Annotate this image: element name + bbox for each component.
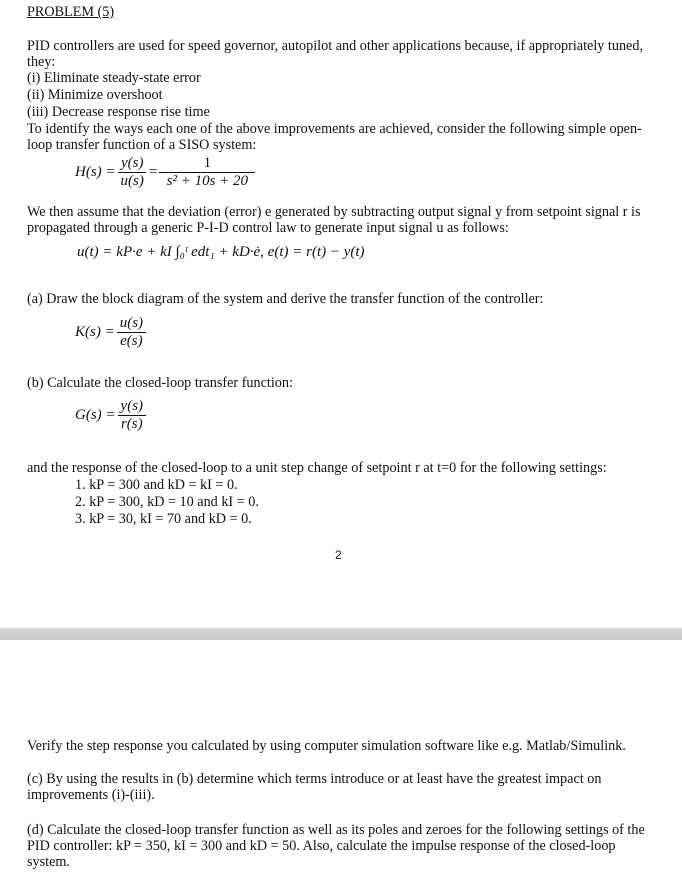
eq-h-equals: =: [148, 164, 158, 180]
controller-tf-equation: [75, 315, 148, 350]
setting-item: 1. kP = 300 and kD = kI = 0.: [75, 477, 238, 493]
eq-k-lhs: K(s) =: [75, 324, 115, 340]
page-2: [0, 640, 682, 885]
eq-h-num2: 1: [159, 155, 255, 173]
eq-g-frac: [118, 398, 147, 433]
closed-loop-tf-equation: [75, 398, 148, 433]
eq-g-lhs: G(s) =: [75, 407, 116, 423]
eq-h-frac1: [118, 155, 147, 190]
problem-title: PROBLEM (5): [27, 4, 115, 20]
eq-h-lhs: H(s) =: [75, 164, 116, 180]
eq-h-den2: s² + 10s + 20: [166, 173, 249, 189]
intro-paragraph: PID controllers are used for speed governor, autopilot and other applications because, if appropriately tuned, they:: [27, 38, 643, 70]
improvement-item: (iii) Decrease response rise time: [27, 104, 210, 120]
setting-item: 2. kP = 300, kD = 10 and kI = 0.: [75, 494, 259, 510]
eq-h-den: u(s): [120, 173, 144, 189]
page-separator: [0, 628, 682, 640]
identify-paragraph: To identify the ways each one of the above improvements are achieved, consider the following simple open-loop transfer function of a SISO system:: [27, 121, 642, 153]
control-law-equation: u(t) = kP·e + kI ∫₀ᵗ edt₁ + kD·ė, e(t) = r(t) − y(t): [77, 244, 365, 260]
deviation-paragraph: We then assume that the deviation (error) e generated by subtracting output signal y from setpoint signal r is propagated through a generic P-I-D control law to generate input signal u as follows:: [27, 204, 641, 236]
open-loop-equation: [75, 155, 257, 190]
part-d-text: (d) Calculate the closed-loop transfer function as well as its poles and zeroes for the following settings of the PID controller: kP = 350, kI = 300 and kD = 50. Also, calculate the impulse response of the closed-loop system.: [27, 822, 645, 870]
eq-k-frac: [117, 315, 146, 350]
eq-k-den: e(s): [120, 333, 143, 349]
improvement-item: (i) Eliminate steady-state error: [27, 70, 201, 86]
eq-k-num: u(s): [117, 315, 146, 333]
part-a-text: (a) Draw the block diagram of the system and derive the transfer function of the controller:: [27, 291, 544, 307]
eq-g-den: r(s): [120, 416, 143, 432]
verify-paragraph: Verify the step response you calculated by using computer simulation software like e.g. Matlab/Simulink.: [27, 738, 626, 754]
response-paragraph: and the response of the closed-loop to a unit step change of setpoint r at t=0 for the following settings:: [27, 460, 607, 476]
part-b-text: (b) Calculate the closed-loop transfer function:: [27, 375, 293, 391]
eq-g-num: y(s): [118, 398, 147, 416]
setting-item: 3. kP = 30, kI = 70 and kD = 0.: [75, 511, 252, 527]
page-number: 2: [335, 548, 342, 562]
part-c-text: (c) By using the results in (b) determine which terms introduce or at least have the greatest impact on improvements (i)-(iii).: [27, 771, 602, 803]
improvement-item: (ii) Minimize overshoot: [27, 87, 163, 103]
eq-h-frac2: [159, 155, 255, 190]
eq-h-num: y(s): [118, 155, 147, 173]
